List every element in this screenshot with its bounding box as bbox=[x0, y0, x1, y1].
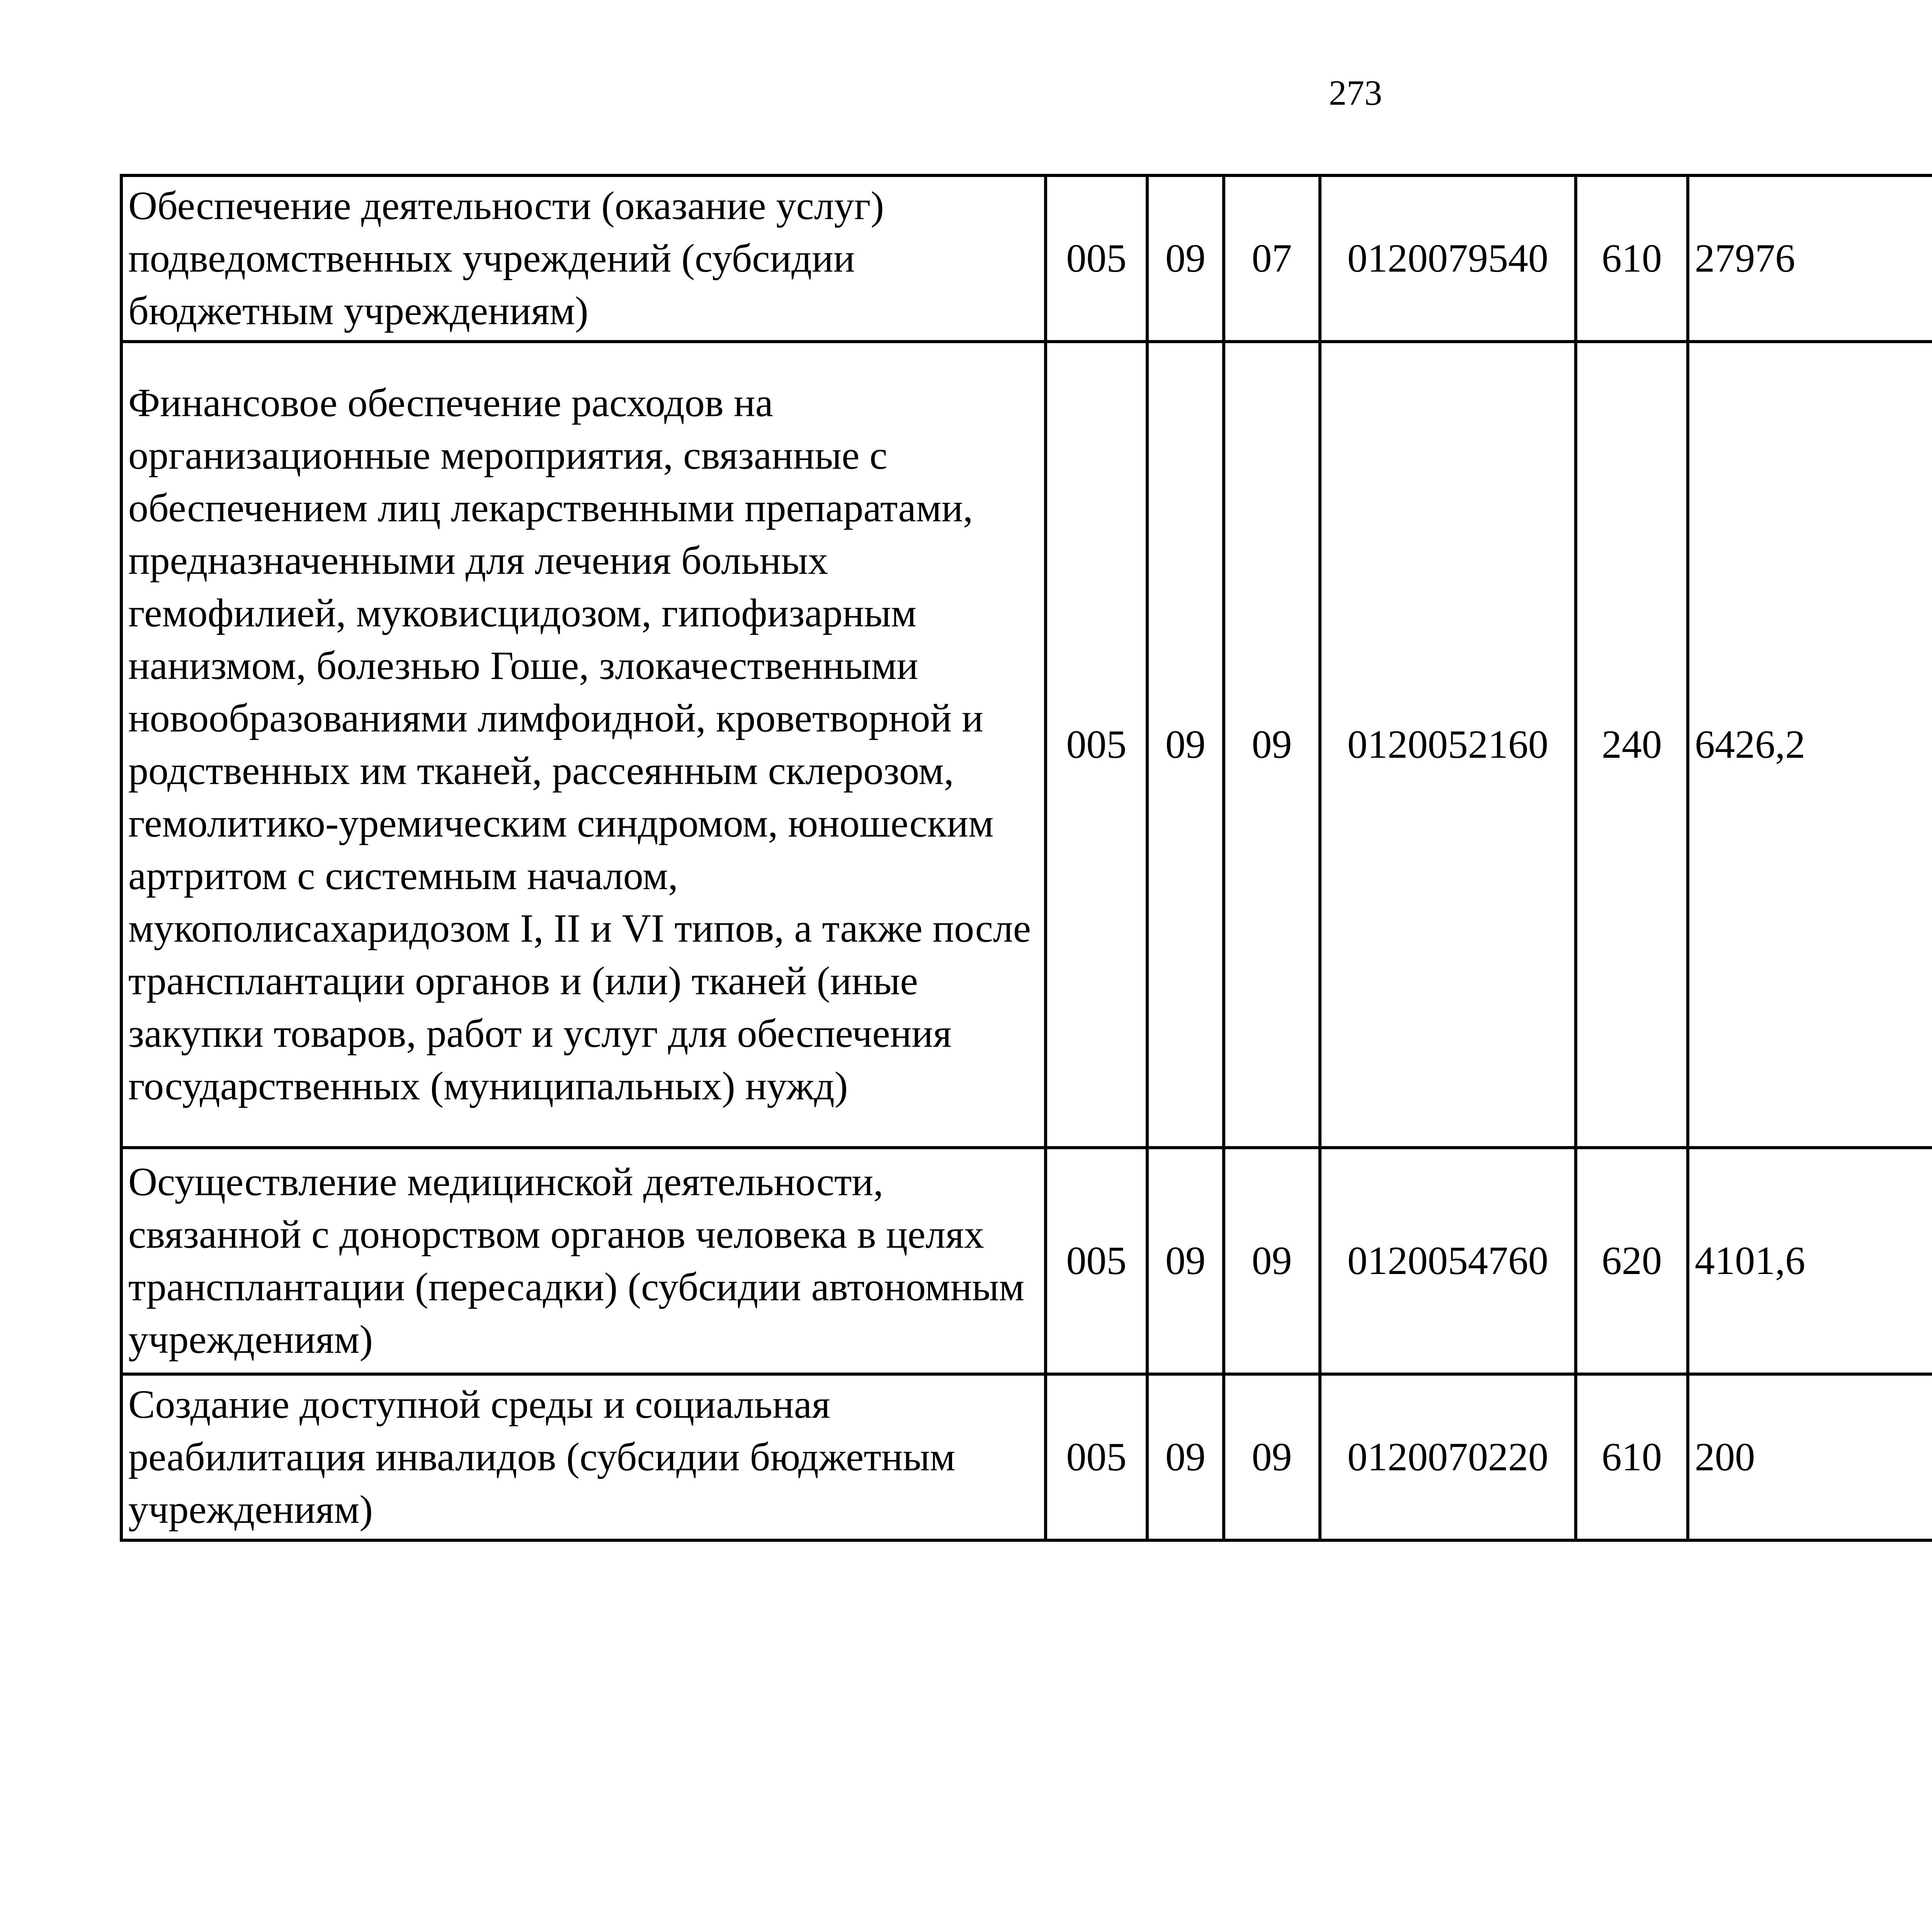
table-row bbox=[121, 342, 1932, 1148]
subsection-code: 09 bbox=[1224, 342, 1320, 1148]
section-code: 09 bbox=[1147, 1148, 1224, 1374]
target-article-code: 0120079540 bbox=[1320, 175, 1576, 342]
ministry-code: 005 bbox=[1046, 1148, 1147, 1374]
expense-type-code: 620 bbox=[1576, 1148, 1688, 1374]
amount-year-1: 4101,6 bbox=[1688, 1148, 1932, 1374]
subsection-code: 07 bbox=[1224, 175, 1320, 342]
table-row bbox=[121, 175, 1932, 342]
target-article-code: 0120070220 bbox=[1320, 1374, 1576, 1540]
target-article-code: 0120054760 bbox=[1320, 1148, 1576, 1374]
page-number: 273 bbox=[1329, 73, 1382, 112]
row-description: Финансовое обеспечение расходов на организационные мероприятия, связанные с обеспечением лиц лекарственными препаратами, предназначенными для лечения больных гемофилией, муковисцидозом, гипофизарным нанизмом, болезнью Гоше, злокачественными новообразованиями лимфоидной, кроветворной и родственных им тканей, рассеянным склерозом, гемолитико-уремическим синдромом, юношеским артритом с системным началом, мукополисахаридозом I, II и VI типов, а также после трансплантации органов и (или) тканей (иные закупки товаров, работ и услуг для обеспечения государственных (муниципальных) нужд) bbox=[121, 342, 1046, 1148]
section-code: 09 bbox=[1147, 342, 1224, 1148]
section-code: 09 bbox=[1147, 175, 1224, 342]
table-row bbox=[121, 1148, 1932, 1374]
row-description: Создание доступной среды и социальная реабилитация инвалидов (субсидии бюджетным учреждениям) bbox=[121, 1374, 1046, 1540]
subsection-code: 09 bbox=[1224, 1374, 1320, 1540]
amount-year-1: 200 bbox=[1688, 1374, 1932, 1540]
budget-table bbox=[120, 174, 1932, 1542]
expense-type-code: 610 bbox=[1576, 175, 1688, 342]
section-code: 09 bbox=[1147, 1374, 1224, 1540]
expense-type-code: 610 bbox=[1576, 1374, 1688, 1540]
ministry-code: 005 bbox=[1046, 1374, 1147, 1540]
row-description: Обеспечение деятельности (оказание услуг) подведомственных учреждений (субсидии бюджетным учреждениям) bbox=[121, 175, 1046, 342]
row-description: Осуществление медицинской деятельности, связанной с донорством органов человека в целях трансплантации (пересадки) (субсидии автономным учреждениям) bbox=[121, 1148, 1046, 1374]
ministry-code: 005 bbox=[1046, 342, 1147, 1148]
amount-year-1: 27976 bbox=[1688, 175, 1932, 342]
ministry-code: 005 bbox=[1046, 175, 1147, 342]
table-row bbox=[121, 1374, 1932, 1540]
expense-type-code: 240 bbox=[1576, 342, 1688, 1148]
subsection-code: 09 bbox=[1224, 1148, 1320, 1374]
target-article-code: 0120052160 bbox=[1320, 342, 1576, 1148]
amount-year-1: 6426,2 bbox=[1688, 342, 1932, 1148]
